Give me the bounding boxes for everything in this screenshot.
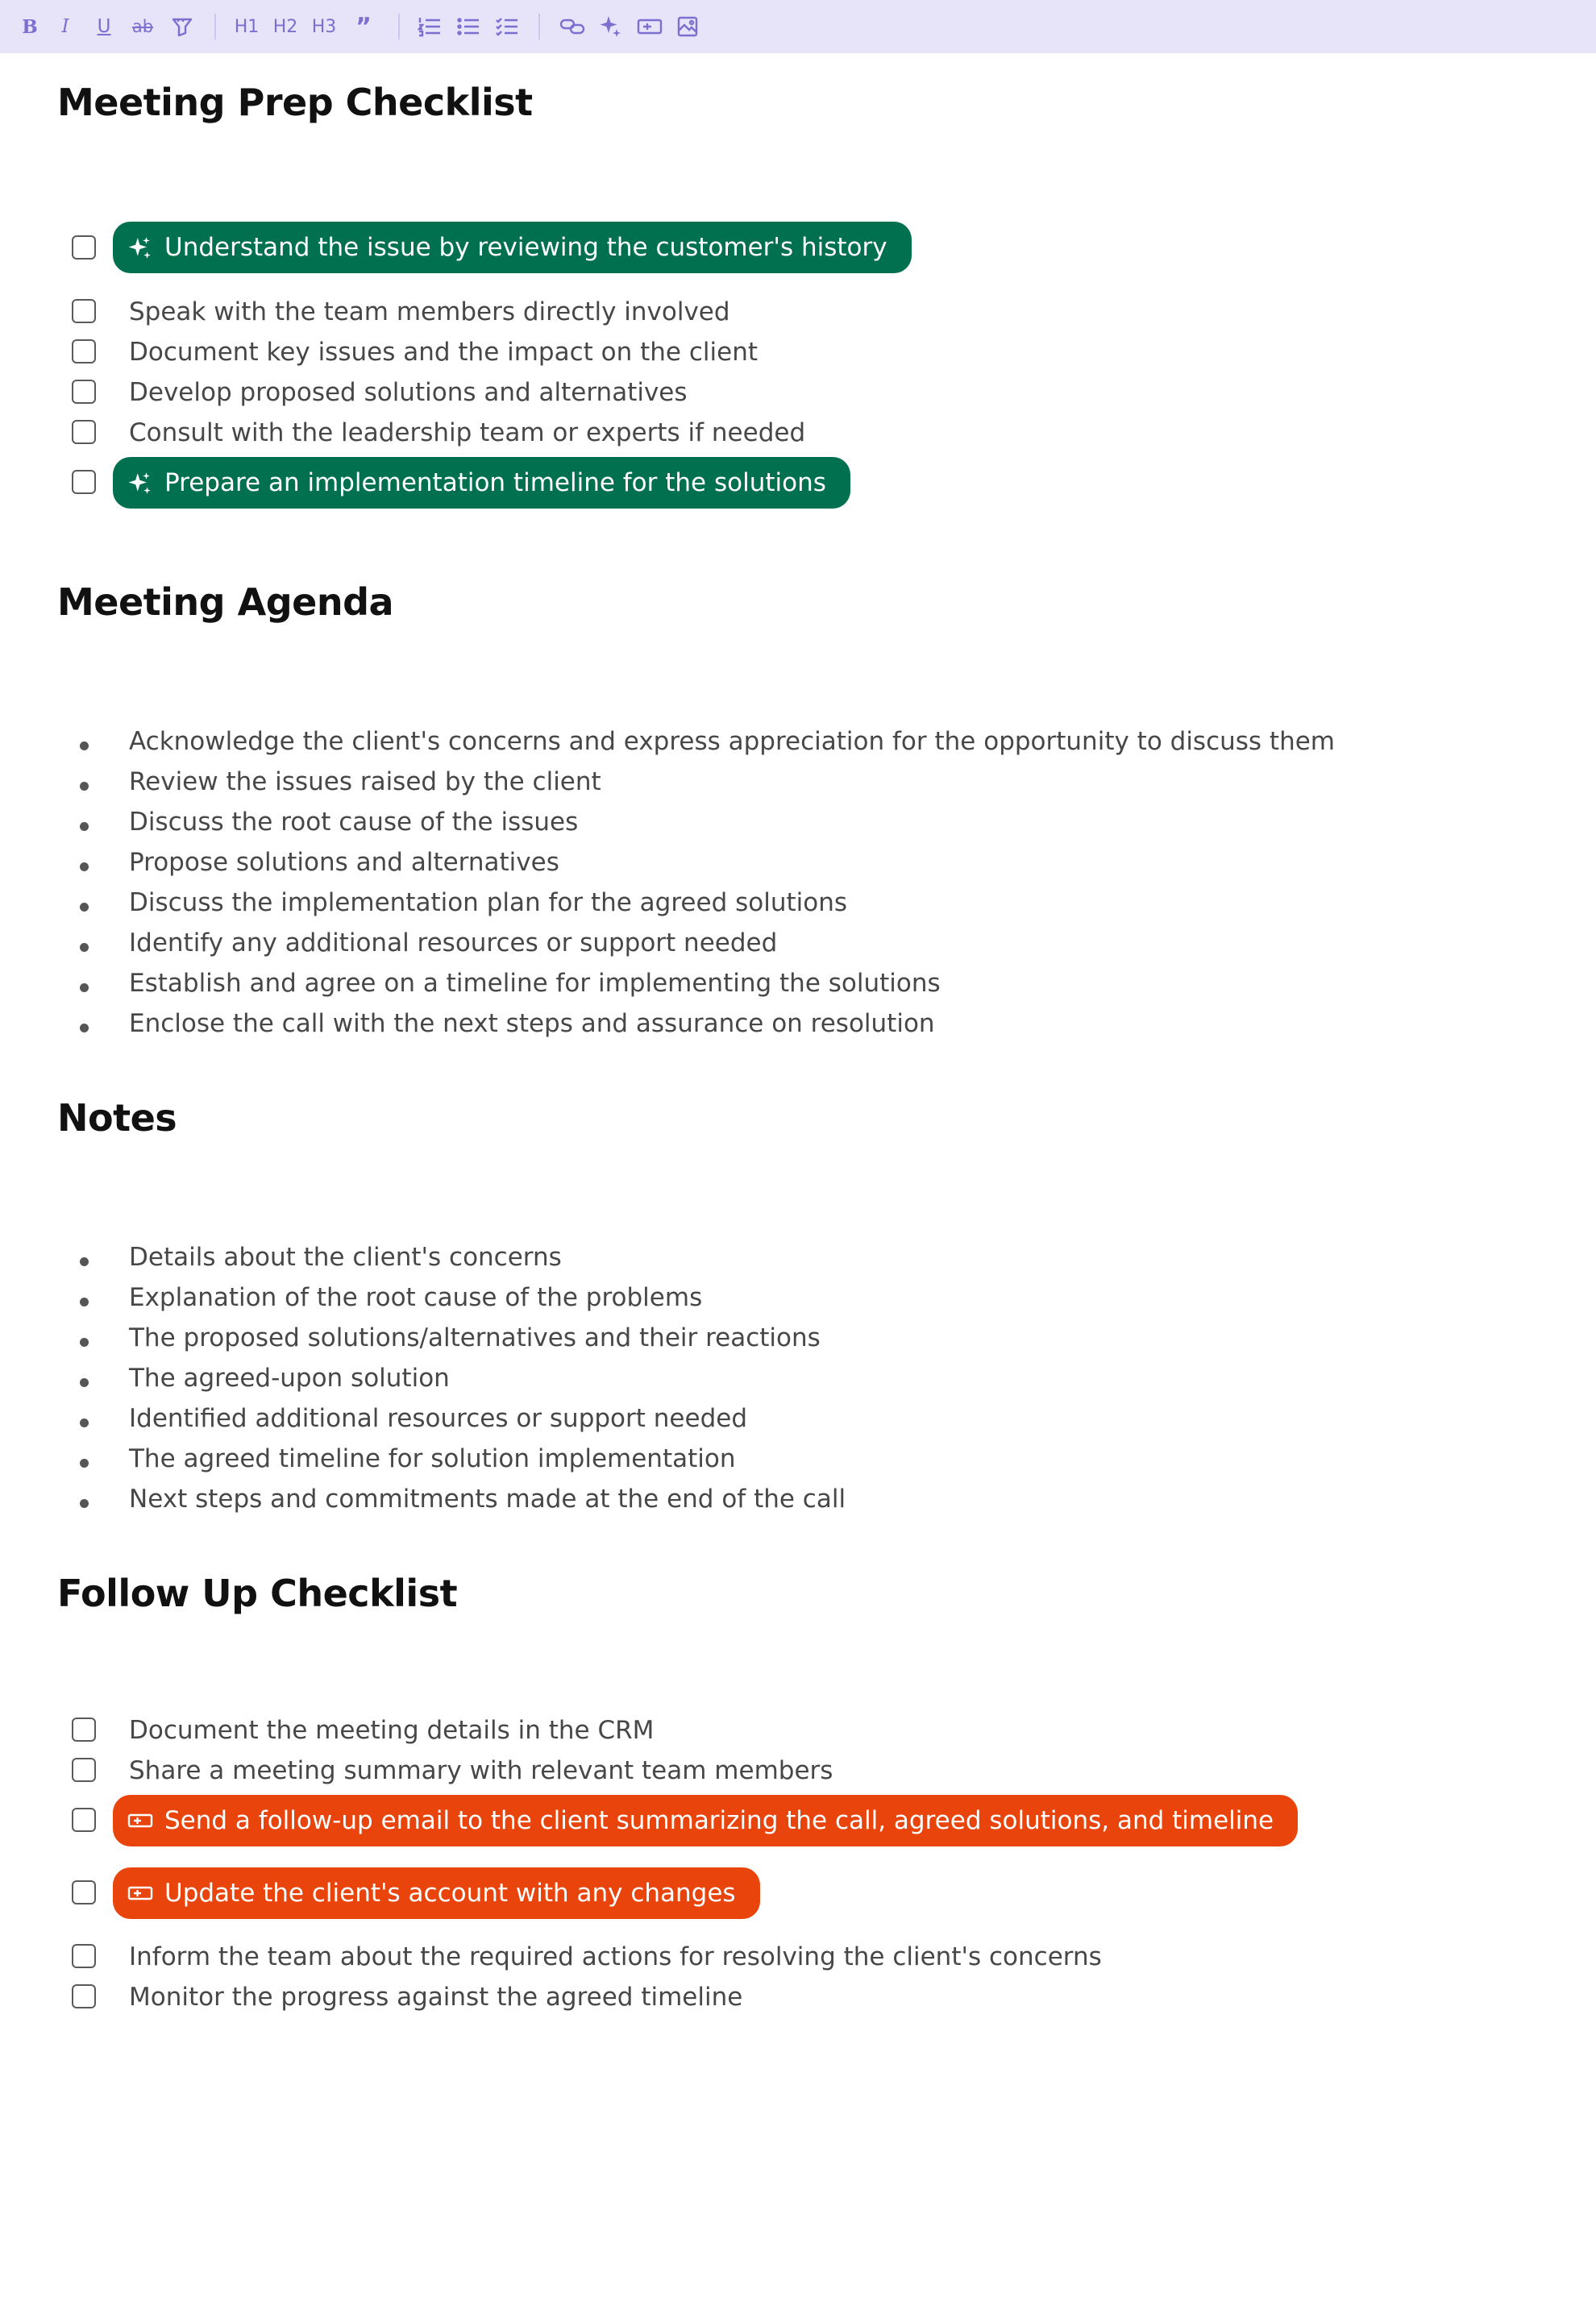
button-component-icon bbox=[126, 1879, 155, 1908]
formatting-toolbar bbox=[0, 0, 1596, 53]
checkbox[interactable] bbox=[72, 1984, 96, 2008]
list-item-text: Establish and agree on a timeline for implementing the solutions bbox=[129, 969, 941, 998]
list-item bbox=[0, 1007, 1532, 1048]
bullet bbox=[80, 782, 89, 791]
list-item-text: Discuss the implementation plan for the agreed solutions bbox=[129, 888, 848, 917]
list-item-text: Discuss the root cause of the issues bbox=[129, 808, 579, 837]
checkbox[interactable] bbox=[72, 1880, 96, 1904]
checklist-item bbox=[0, 1757, 1532, 1797]
bullet bbox=[80, 1338, 89, 1347]
list-item-text: Enclose the call with the next steps and assurance on resolution bbox=[129, 1009, 935, 1038]
list-item bbox=[0, 1241, 1532, 1281]
image-icon bbox=[676, 15, 699, 38]
quote-button[interactable]: ” bbox=[355, 12, 372, 41]
list-item bbox=[0, 1483, 1532, 1523]
list-item bbox=[0, 725, 1532, 766]
bullet bbox=[80, 943, 89, 952]
bullet bbox=[80, 1257, 89, 1266]
list-item bbox=[0, 1443, 1532, 1483]
checklist-item bbox=[0, 1943, 1532, 1983]
highlight-button[interactable] bbox=[169, 10, 195, 43]
action-button[interactable] bbox=[635, 10, 664, 43]
checkbox[interactable] bbox=[72, 1808, 96, 1832]
list-item bbox=[0, 806, 1532, 846]
checklist-item-text: Understand the issue by reviewing the customer's history bbox=[164, 233, 887, 262]
checklist-item bbox=[0, 1872, 1532, 1913]
checkbox[interactable] bbox=[72, 1758, 96, 1782]
checkbox[interactable] bbox=[72, 299, 96, 323]
list-item-text: Review the issues raised by the client bbox=[129, 767, 601, 796]
numbered-list-icon bbox=[418, 16, 442, 37]
checklist-item bbox=[0, 419, 1532, 459]
toolbar-divider bbox=[214, 14, 216, 39]
numbered-list-button[interactable] bbox=[416, 10, 443, 43]
checklist-icon bbox=[495, 16, 519, 37]
bullet bbox=[80, 862, 89, 871]
list-item-text: Identify any additional resources or support needed bbox=[129, 928, 778, 957]
checklist-item-text: Update the client's account with any changes bbox=[164, 1879, 736, 1908]
action-chip[interactable] bbox=[113, 1867, 760, 1919]
checkbox[interactable] bbox=[72, 470, 96, 494]
italic-button[interactable]: I bbox=[61, 16, 69, 37]
bullet bbox=[80, 1024, 89, 1032]
link-icon bbox=[559, 15, 585, 38]
ai-assist-button[interactable] bbox=[596, 10, 624, 43]
highlighter-icon bbox=[171, 15, 193, 38]
checkbox[interactable] bbox=[72, 380, 96, 404]
bullet bbox=[80, 822, 89, 831]
bullet bbox=[80, 983, 89, 992]
button-component-icon bbox=[637, 17, 663, 36]
bullet bbox=[80, 1298, 89, 1306]
section-title-agenda: Meeting Agenda bbox=[57, 580, 394, 624]
toolbar-divider bbox=[398, 14, 400, 39]
list-item-text: Identified additional resources or support needed bbox=[129, 1404, 747, 1433]
list-item-text: Acknowledge the client's concerns and express appreciation for the opportunity to discuss them bbox=[129, 727, 1336, 756]
bullet-list-button[interactable] bbox=[455, 10, 482, 43]
checklist-item bbox=[0, 339, 1532, 379]
list-item bbox=[0, 766, 1532, 806]
checklist-item bbox=[0, 298, 1532, 339]
list-item bbox=[0, 1362, 1532, 1402]
checklist-item-text: Document the meeting details in the CRM bbox=[129, 1716, 655, 1745]
image-button[interactable] bbox=[674, 10, 701, 43]
checklist-item-text: Consult with the leadership team or experts if needed bbox=[129, 418, 806, 447]
list-item-text: The proposed solutions/alternatives and their reactions bbox=[129, 1323, 821, 1352]
bullet bbox=[80, 903, 89, 912]
list-item bbox=[0, 846, 1532, 887]
bullet bbox=[80, 741, 89, 750]
checklist-item bbox=[0, 462, 1532, 502]
ai-suggestion-chip[interactable] bbox=[113, 457, 850, 509]
bullet bbox=[80, 1418, 89, 1427]
checklist-item-text: Send a follow-up email to the client summarizing the call, agreed solutions, and timeline bbox=[164, 1806, 1274, 1835]
bullet bbox=[80, 1459, 89, 1468]
checkbox[interactable] bbox=[72, 420, 96, 444]
list-item-text: Propose solutions and alternatives bbox=[129, 848, 559, 877]
list-item bbox=[0, 1322, 1532, 1362]
bullet bbox=[80, 1499, 89, 1508]
action-chip[interactable] bbox=[113, 1795, 1298, 1846]
toolbar-divider bbox=[538, 14, 540, 39]
checklist-item-text: Prepare an implementation timeline for the solutions bbox=[164, 468, 826, 497]
list-item bbox=[0, 1402, 1532, 1443]
sparkle-icon bbox=[599, 15, 621, 39]
checklist-item bbox=[0, 1717, 1532, 1757]
bullet bbox=[80, 1378, 89, 1387]
bullet-list-icon bbox=[456, 16, 480, 37]
checklist-item-text: Monitor the progress against the agreed timeline bbox=[129, 1983, 743, 2012]
checkbox[interactable] bbox=[72, 1718, 96, 1742]
list-item bbox=[0, 927, 1532, 967]
underline-button[interactable]: U bbox=[97, 16, 111, 37]
list-item bbox=[0, 967, 1532, 1007]
list-item-text: Next steps and commitments made at the end of the call bbox=[129, 1485, 846, 1514]
section-title-prep: Meeting Prep Checklist bbox=[57, 81, 533, 124]
strikethrough-button[interactable]: ab bbox=[131, 17, 154, 36]
list-item bbox=[0, 887, 1532, 927]
checkbox[interactable] bbox=[72, 1944, 96, 1968]
checklist-item bbox=[0, 1983, 1532, 2024]
list-item-text: Explanation of the root cause of the problems bbox=[129, 1283, 703, 1312]
link-button[interactable] bbox=[558, 10, 587, 43]
list-item bbox=[0, 1281, 1532, 1322]
h2-button[interactable]: H2 bbox=[272, 16, 298, 37]
list-item-text: Details about the client's concerns bbox=[129, 1243, 562, 1272]
checklist-item-text: Inform the team about the required actions for resolving the client's concerns bbox=[129, 1942, 1102, 1971]
checklist-item-text: Develop proposed solutions and alternatives bbox=[129, 378, 688, 407]
button-component-icon bbox=[126, 1806, 155, 1835]
bold-button[interactable]: B bbox=[22, 15, 38, 38]
list-item-text: The agreed timeline for solution implementation bbox=[129, 1444, 736, 1473]
h1-button[interactable]: H1 bbox=[234, 16, 260, 37]
checkbox[interactable] bbox=[72, 339, 96, 363]
sparkle-icon bbox=[126, 233, 155, 262]
sparkle-icon bbox=[126, 468, 155, 497]
checklist-item-text: Share a meeting summary with relevant team members bbox=[129, 1756, 833, 1785]
checklist-item bbox=[0, 379, 1532, 419]
checklist-button[interactable] bbox=[493, 10, 521, 43]
h3-button[interactable]: H3 bbox=[311, 16, 337, 37]
checklist-item bbox=[0, 1800, 1532, 1840]
checklist-item-text: Speak with the team members directly involved bbox=[129, 297, 730, 326]
section-title-notes: Notes bbox=[57, 1096, 177, 1140]
ai-suggestion-chip[interactable] bbox=[113, 222, 912, 273]
checklist-item bbox=[0, 227, 1532, 268]
checkbox[interactable] bbox=[72, 235, 96, 260]
section-title-followup: Follow Up Checklist bbox=[57, 1572, 458, 1615]
checklist-item-text: Document key issues and the impact on the client bbox=[129, 338, 758, 367]
list-item-text: The agreed-upon solution bbox=[129, 1364, 450, 1393]
